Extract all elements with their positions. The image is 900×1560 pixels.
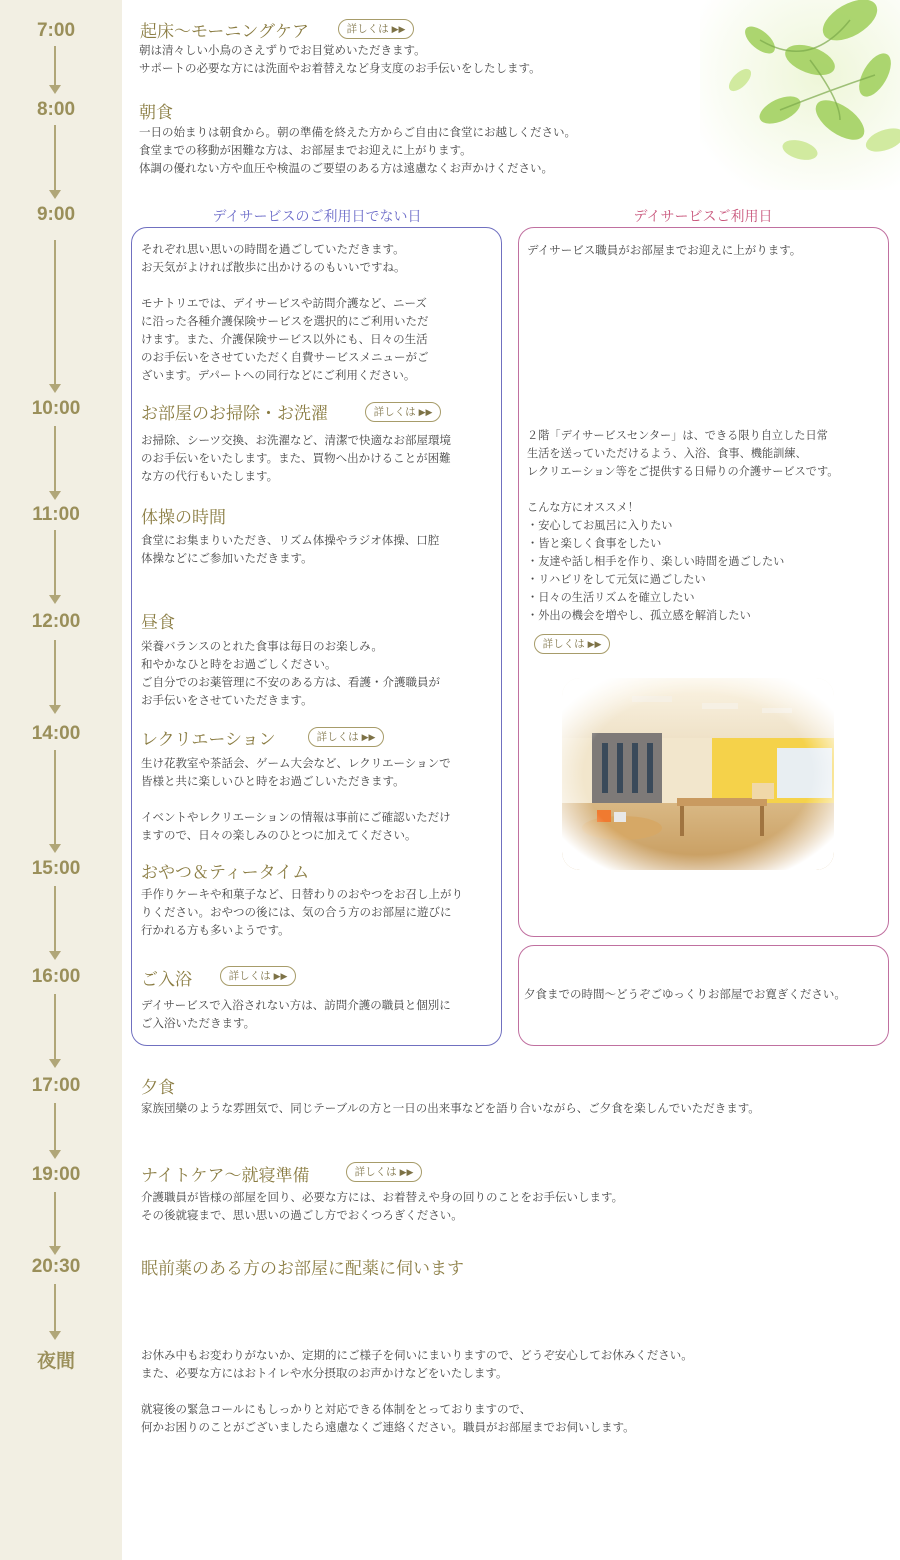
cleaning-title: お部屋のお掃除・お洗濯 <box>141 404 328 424</box>
timeline-arrow <box>54 1284 56 1332</box>
medicine-title: 眠前薬のある方のお部屋に配薬に伺います <box>141 1259 464 1279</box>
time-0900: 9:00 <box>36 204 76 225</box>
tea-text: 手作りケーキや和菓子など、日替わりのおやつをお召し上がり りください。おやつの後には、気の合う方のお部屋に遊びに 行かれる方も多いようです。 <box>141 887 463 937</box>
timeline-arrow <box>54 994 56 1060</box>
timeline-arrow <box>54 750 56 845</box>
timeline-arrow <box>54 240 56 385</box>
cleaning-text: お掃除、シーツ交換、お洗濯など、清潔で快適なお部屋環境 のお手伝いをいたします。また、買物へ出かけることが困難 な方の代行もいたします。 <box>141 433 452 483</box>
recreation-details-button[interactable]: 詳しくは ▶▶ <box>308 727 384 747</box>
exercise-text: 食堂にお集まりいただき、リズム体操やラジオ体操、口腔 体操などにご参加いただきます。 <box>141 533 440 565</box>
bath-title: ご入浴 <box>141 970 192 990</box>
non-day-service-heading: デイサービスのご利用日でない日 <box>212 209 422 225</box>
breakfast-title: 朝食 <box>139 103 173 123</box>
double-arrow-icon: ▶▶ <box>418 408 433 418</box>
timeline-arrow <box>54 1192 56 1247</box>
cleaning-details-button[interactable]: 詳しくは ▶▶ <box>365 402 441 422</box>
dinner-title: 夕食 <box>141 1078 175 1098</box>
time-0700: 7:00 <box>36 20 76 41</box>
non-day-intro-text: それぞれ思い思いの時間を過ごしていただきます。 お天気がよければ散歩に出かけるのもいいですね。 モナトリエでは、デイサービスや訪問介護など、ニーズ に沿った各種介護保険サービスを選択的にご利用いただ けます。また、介護保険サービス以外にも、日々の生活 のお手伝いをさせていただく自費サービスメニューがご ざいます。デパートへの同行などにご利用ください。 <box>141 242 429 382</box>
timeline-arrow <box>54 886 56 952</box>
time-1000: 10:00 <box>31 398 81 419</box>
morning-text: 朝は清々しい小鳥のさえずりでお目覚めいただきます。 サポートの必要な方には洗面やお着替えなど身支度のお手伝いをしたします。 <box>139 43 541 75</box>
time-0800: 8:00 <box>36 99 76 120</box>
breakfast-text: 一日の始まりは朝食から。朝の準備を終えた方からご自由に食堂にお越しください。 食堂までの移動が困難な方は、お部屋までお迎えに上がります。 体調の優れない方や血圧や検温のご要望のある方は遠慮なくお声かけください。 <box>139 125 576 175</box>
time-1200: 12:00 <box>31 611 81 632</box>
evening-text: 夕食までの時間〜どうぞごゆっくりお部屋でお寛ぎください。 <box>524 987 846 1001</box>
lunch-title: 昼食 <box>141 613 175 633</box>
double-arrow-icon: ▶▶ <box>391 25 406 35</box>
timeline-column <box>0 0 122 1560</box>
double-arrow-icon: ▶▶ <box>273 972 288 982</box>
time-2030: 20:30 <box>31 1256 81 1277</box>
morning-details-button[interactable]: 詳しくは ▶▶ <box>338 19 414 39</box>
time-1900: 19:00 <box>31 1164 81 1185</box>
recreation-text: 生け花教室や茶話会、ゲーム大会など、レクリエーションで 皆様と共に楽しいひと時をお過ごしいただきます。 イベントやレクリエーションの情報は事前にご確認いただけ ますので、日々の楽しみのひとつに加えてください。 <box>141 756 451 842</box>
lunch-text: 栄養バランスのとれた食事は毎日のお楽しみ。 和やかなひと時をお過ごしください。 ご自分でのお薬管理に不安のある方は、看護・介護職員が お手伝いをさせていただきます。 <box>141 639 440 707</box>
timeline-arrow <box>54 125 56 191</box>
timeline-arrow <box>54 426 56 492</box>
day-service-description: ２階「デイサービスセンター」は、できる限り自立した日常 生活を送っていただけるよう、入浴、食事、機能訓練、 レクリエーション等をご提供する日帰りの介護サービスです。 こんな方にオススメ！ ・安心してお風呂に入りたい ・皆と楽しく食事をしたい ・友達や話し相手を作り、楽しい時間を過ごしたい ・リハビリをして元気に過ごしたい ・日々の生活リズムを確立したい ・外出の機会を増やし、孤立感を解消したい <box>527 429 839 622</box>
recreation-title: レクリエーション <box>141 730 276 750</box>
pickup-text: デイサービス職員がお部屋までお迎えに上がります。 <box>527 243 802 257</box>
timeline-arrow <box>54 530 56 596</box>
double-arrow-icon: ▶▶ <box>361 733 376 743</box>
day-service-room-photo <box>562 678 834 870</box>
time-1500: 15:00 <box>31 858 81 879</box>
time-1700: 17:00 <box>31 1075 81 1096</box>
double-arrow-icon: ▶▶ <box>399 1168 414 1178</box>
day-service-details-button[interactable]: 詳しくは ▶▶ <box>534 634 610 654</box>
bath-details-button[interactable]: 詳しくは ▶▶ <box>220 966 296 986</box>
timeline-arrow <box>54 46 56 86</box>
leaves-decoration <box>700 0 900 190</box>
tea-title: おやつ＆ティータイム <box>141 863 310 883</box>
timeline-arrow <box>54 640 56 706</box>
nightcare-text: 介護職員が皆様の部屋を回り、必要な方には、お着替えや身の回りのことをお手伝いします。 その後就寝まで、思い思いの過ごし方でおくつろぎください。 <box>141 1190 624 1222</box>
nightcare-title: ナイトケア〜就寝準備 <box>141 1166 310 1186</box>
bath-text: デイサービスで入浴されない方は、訪問介護の職員と個別に ご入浴いただきます。 <box>141 998 451 1030</box>
time-1600: 16:00 <box>31 966 81 987</box>
nightcare-details-button[interactable]: 詳しくは ▶▶ <box>346 1162 422 1182</box>
double-arrow-icon: ▶▶ <box>587 640 602 650</box>
day-service-heading: デイサービスご利用日 <box>633 209 773 225</box>
time-1100: 11:00 <box>32 504 80 525</box>
timeline-arrow <box>54 1103 56 1151</box>
time-1400: 14:00 <box>31 723 81 744</box>
dinner-text: 家族団欒のような雰囲気で、同じテーブルの方と一日の出来事などを語り合いながら、ご夕食を楽しんでいただきます。 <box>141 1101 760 1115</box>
exercise-title: 体操の時間 <box>141 508 226 528</box>
morning-title: 起床〜モーニングケア <box>140 22 309 42</box>
night-text: お休み中もお変わりがないか、定期的にご様子を伺いにまいりますので、どうぞ安心してお休みください。 また、必要な方にはおトイレや水分摂取のお声かけなどをいたします。 就寝後の緊急コールにもしっかりと対応できる体制をとっておりますので、 何かお困りのことがございましたら遠慮なくご連絡ください。職員がお部屋までお伺いします。 <box>141 1348 693 1434</box>
time-night: 夜間 <box>36 1351 75 1372</box>
